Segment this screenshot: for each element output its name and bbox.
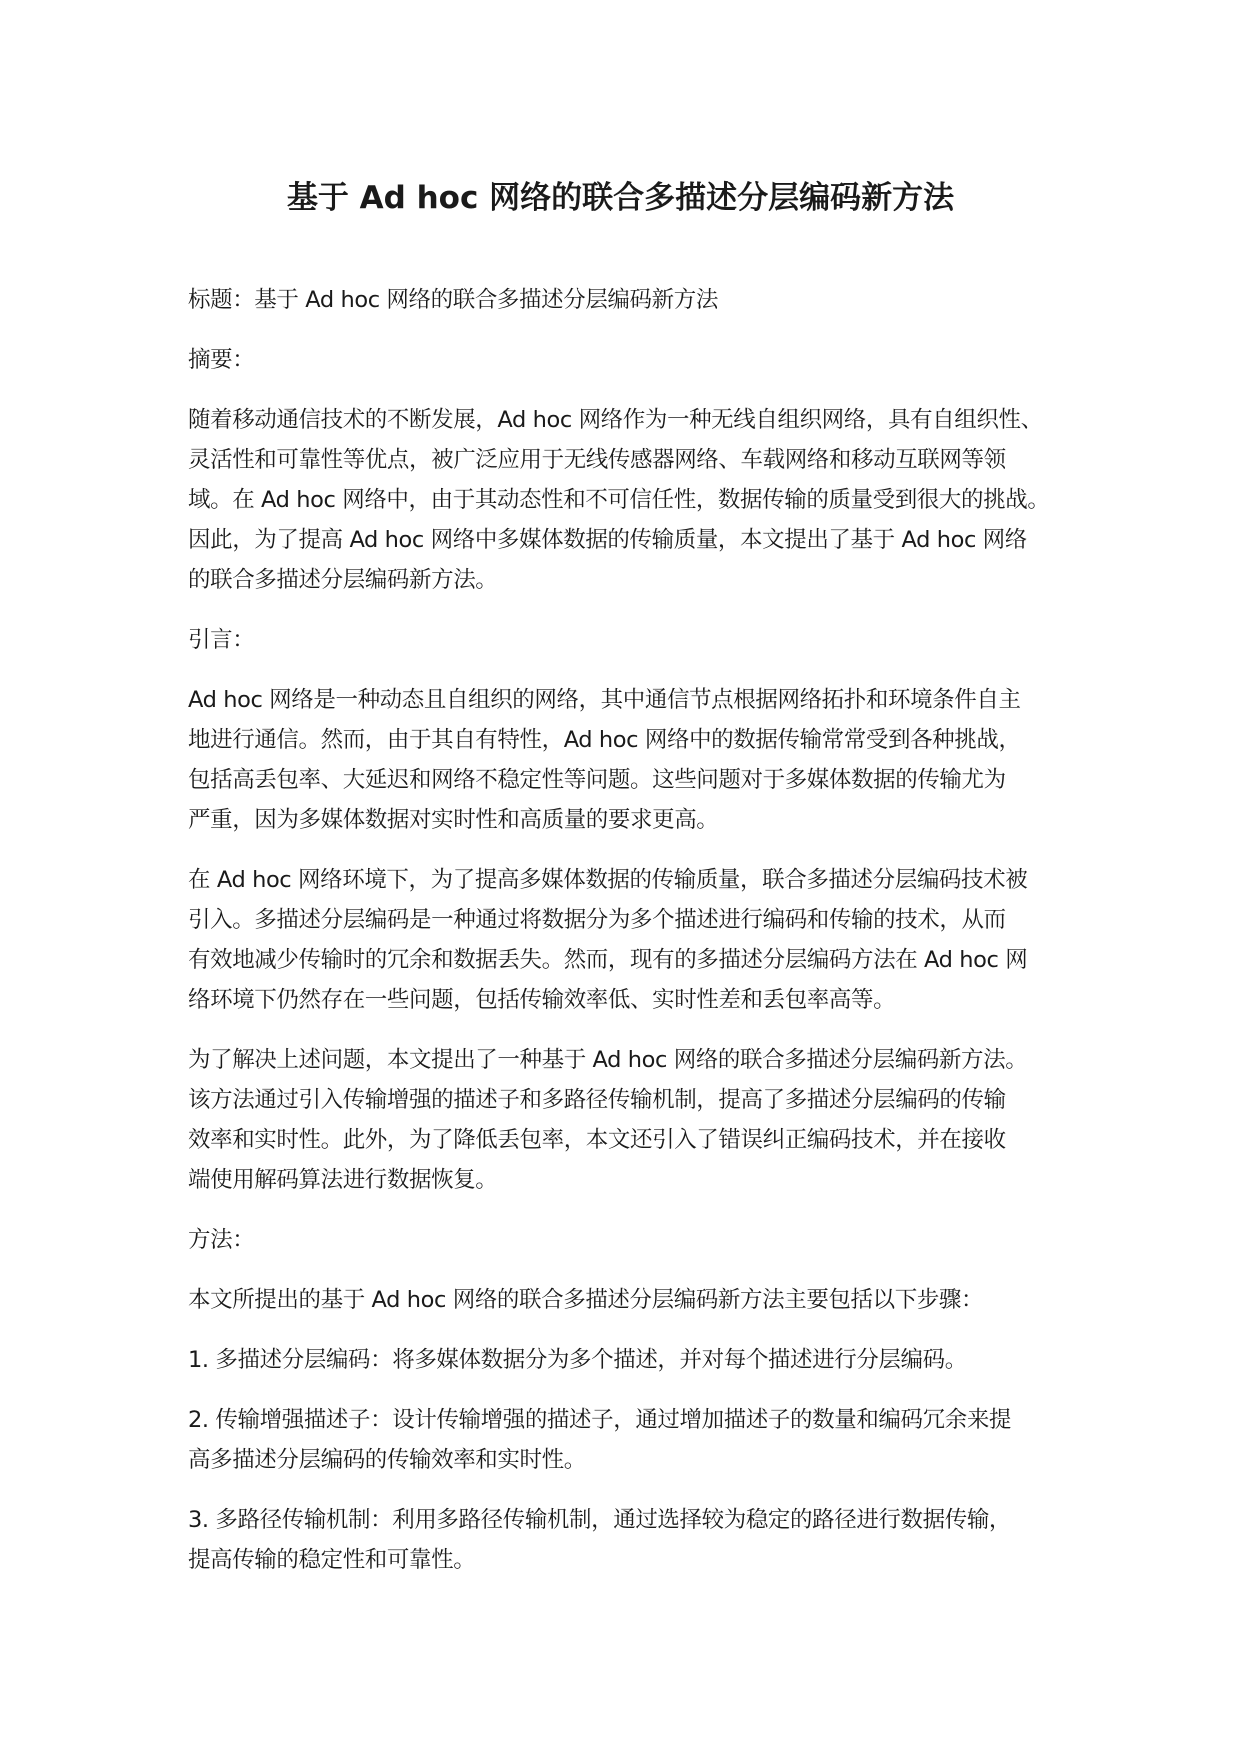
text-line: 本文所提出的基于 Ad hoc 网络的联合多描述分层编码新方法主要包括以下步骤： (188, 1287, 984, 1313)
text-line: 络环境下仍然存在一些问题，包括传输效率低、实时性差和丢包率高等。 (188, 987, 896, 1013)
text-line: 引入。多描述分层编码是一种通过将数据分为多个描述进行编码和传输的技术，从而 (188, 907, 1006, 933)
text-line: 地进行通信。然而，由于其自有特性，Ad hoc 网络中的数据传输常常受到各种挑战， (188, 727, 1021, 753)
text-line: 为了解决上述问题，本文提出了一种基于 Ad hoc 网络的联合多描述分层编码新方法。 (188, 1047, 1028, 1073)
text-line: 包括高丢包率、大延迟和网络不稳定性等问题。这些问题对于多媒体数据的传输尤为 (188, 767, 1006, 793)
text-line: 效率和实时性。此外，为了降低丢包率，本文还引入了错误纠正编码技术，并在接收 (188, 1127, 1006, 1153)
text-line: 因此，为了提高 Ad hoc 网络中多媒体数据的传输质量，本文提出了基于 Ad hoc 网络 (188, 527, 1027, 553)
text-line: 2. 传输增强描述子：设计传输增强的描述子，通过增加描述子的数量和编码冗余来提 (188, 1407, 1012, 1433)
text-line: 该方法通过引入传输增强的描述子和多路径传输机制，提高了多描述分层编码的传输 (188, 1087, 1006, 1113)
text-line: 端使用解码算法进行数据恢复。 (188, 1167, 498, 1193)
paragraph (188, 860, 1078, 1020)
document-title: 基于 Ad hoc 网络的联合多描述分层编码新方法 (286, 180, 955, 216)
text-line: 灵活性和可靠性等优点，被广泛应用于无线传感器网络、车载网络和移动互联网等领 (188, 447, 1006, 473)
text-line: 随着移动通信技术的不断发展，Ad hoc 网络作为一种无线自组织网络，具有自组织性、 (188, 407, 1043, 433)
text-line: 3. 多路径传输机制：利用多路径传输机制，通过选择较为稳定的路径进行数据传输， (188, 1507, 1012, 1533)
text-line: 在 Ad hoc 网络环境下，为了提高多媒体数据的传输质量，联合多描述分层编码技术被 (188, 867, 1028, 893)
text-line: 引言： (188, 627, 255, 653)
paragraph (188, 1500, 1078, 1580)
paragraph (188, 1400, 1078, 1480)
paragraph (188, 680, 1078, 840)
paragraph (188, 1040, 1078, 1200)
text-line: 有效地减少传输时的冗余和数据丢失。然而，现有的多描述分层编码方法在 Ad hoc 网 (188, 947, 1028, 973)
text-line: 标题：基于 Ad hoc 网络的联合多描述分层编码新方法 (188, 287, 718, 313)
paragraph (188, 280, 1078, 320)
paragraph (188, 1340, 1078, 1380)
paragraph (188, 340, 1078, 380)
paragraph (188, 1280, 1078, 1320)
text-line: 方法： (188, 1227, 255, 1253)
text-line: Ad hoc 网络是一种动态且自组织的网络，其中通信节点根据网络拓扑和环境条件自主 (188, 687, 1021, 713)
text-line: 摘要： (188, 347, 255, 373)
text-line: 提高传输的稳定性和可靠性。 (188, 1547, 476, 1573)
document-body (188, 280, 1078, 1600)
paragraph (188, 1220, 1078, 1260)
text-line: 域。在 Ad hoc 网络中，由于其动态性和不可信任性，数据传输的质量受到很大的挑战。 (188, 487, 1050, 513)
paragraph (188, 400, 1078, 600)
text-line: 的联合多描述分层编码新方法。 (188, 567, 498, 593)
paragraph (188, 620, 1078, 660)
text-line: 1. 多描述分层编码：将多媒体数据分为多个描述，并对每个描述进行分层编码。 (188, 1347, 967, 1373)
text-line: 严重，因为多媒体数据对实时性和高质量的要求更高。 (188, 807, 719, 833)
text-line: 高多描述分层编码的传输效率和实时性。 (188, 1447, 586, 1473)
